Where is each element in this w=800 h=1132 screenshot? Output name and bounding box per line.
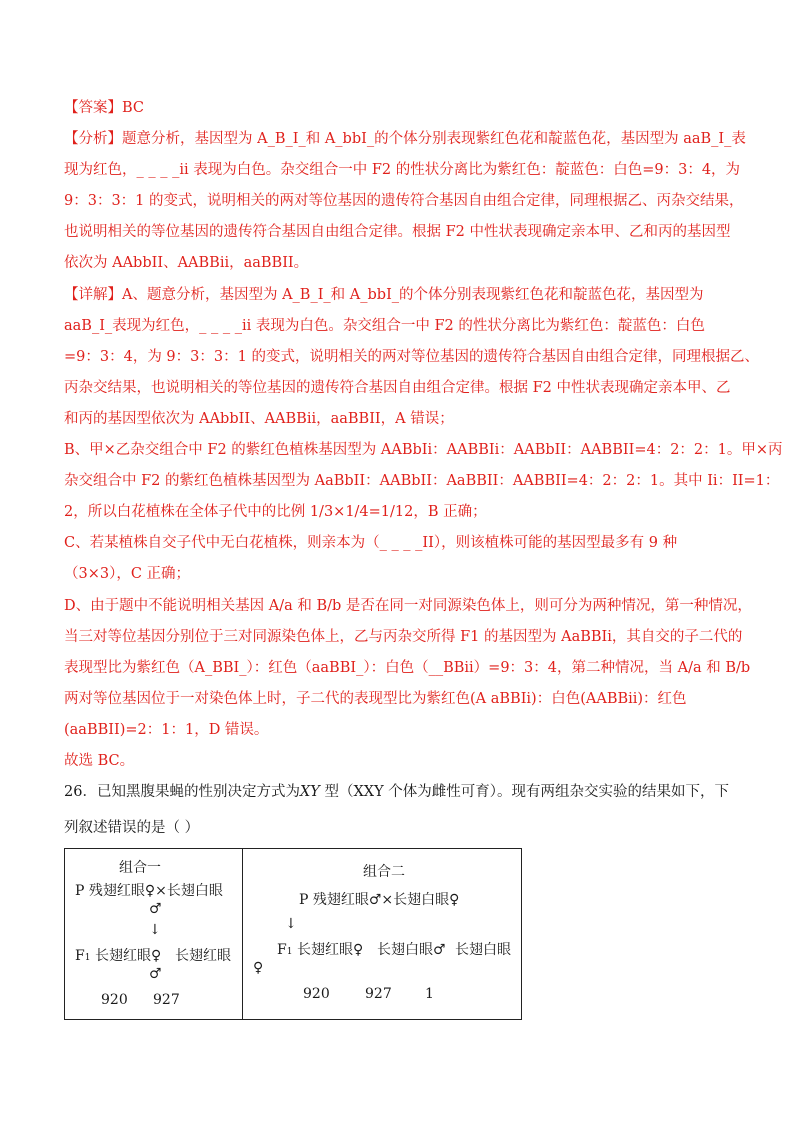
detail-line: （3×3），C 正确； bbox=[64, 566, 191, 582]
group2-parents: P 残翅红眼♂×长翅白眼♀ bbox=[299, 892, 460, 908]
group2-count-c: 1 bbox=[425, 986, 434, 1002]
question-line: 列叙述错误的是（ ） bbox=[64, 820, 200, 836]
detail-line: 丙杂交结果，也说明相关的等位基因的遗传符合基因自由组合定律。根据 F2 中性状表现确定亲本甲、乙 bbox=[64, 380, 731, 396]
group2-f1-a: 长翅红眼♀ bbox=[297, 942, 364, 958]
group2-arrow: ↓ bbox=[285, 916, 297, 932]
detail-line: 和丙的基因型依次为 AAbbII、AABBii，aaBBII，A 错误； bbox=[64, 411, 454, 427]
group2-cell bbox=[243, 849, 522, 1020]
detail-line: 杂交组合中 F2 的紫红色植株基因型为 AaBbII：AABbII：AaBBII：AABBII=4：2：2：1。其中 Ii：II=1： bbox=[64, 473, 780, 489]
detail-line: aaB_I_表现为红色，_ _ _ _ii 表现为白色。杂交组合一中 F2 的性状分离比为紫红色：靛蓝色：白色 bbox=[64, 318, 705, 334]
question-xy: XY bbox=[299, 784, 320, 800]
group1-title: 组合一 bbox=[119, 860, 161, 876]
analysis-line: 依次为 AAbbII、AABBii，aaBBII。 bbox=[64, 255, 309, 271]
group1-count-b: 927 bbox=[153, 992, 180, 1008]
detail-line: 表现型比为紫红色（A_BBI_）：红色（aaBBI_）：白色（__BBii）=9：3：4，第二种情况，当 A/a 和 B/b bbox=[64, 660, 751, 676]
analysis-line: 9：3：3：1 的变式，说明相关的两对等位基因的遗传符合基因自由组合定律，同理根据乙、丙杂交结果， bbox=[64, 193, 744, 209]
detail-line: =9：3：4，为 9：3：3：1 的变式，说明相关的两对等位基因的遗传符合基因自由组合定律，同理根据乙、 bbox=[64, 349, 759, 365]
analysis-line: 【分析】题意分析，基因型为 A_B_I_和 A_bbI_的个体分别表现紫红色花和靛蓝色花，基因型为 aaB_I_表 bbox=[64, 131, 746, 147]
group1-count-a: 920 bbox=[101, 992, 128, 1008]
detail-line: D、由于题中不能说明相关基因 A/a 和 B/b 是否在同一对同源染色体上，则可分为两种情况，第一种情况， bbox=[64, 598, 752, 614]
question-text: 26．已知黑腹果蝇的性别决定方式为 bbox=[64, 784, 300, 800]
detail-line: 2，所以白花植株在全体子代中的比例 1/3×1/4=1/12，B 正确； bbox=[64, 504, 487, 520]
analysis-line: 也说明相关的等位基因的遗传符合基因自由组合定律。根据 F2 中性状表现确定亲本甲、乙和丙的基因型 bbox=[64, 224, 731, 240]
group2-f1-b: 长翅白眼♂ bbox=[377, 942, 446, 958]
group1-arrow: ↓ bbox=[149, 922, 161, 938]
group1-cell bbox=[65, 849, 243, 1020]
answer-line: 【答案】BC bbox=[64, 100, 145, 116]
detail-line: C、若某植株自交子代中无白花植株，则亲本为（_ _ _ _II），则该植株可能的基因型最多有 9 种 bbox=[64, 535, 678, 551]
question-text: 型（XXY 个体为雌性可育）。现有两组杂交实验的结果如下，下 bbox=[319, 784, 730, 800]
group1-parents: P 残翅红眼♀×长翅白眼 bbox=[75, 883, 223, 899]
group1-f1-b-male: ♂ bbox=[149, 966, 162, 982]
detail-line: 两对等位基因位于一对染色体上时，子二代的表现型比为紫红色(A aBBIi)：白色(AABBii)：红色 bbox=[64, 691, 687, 707]
detail-line: B、甲×乙杂交组合中 F2 的紫红色植株基因型为 AABbIi：AABBIi：AABbII：AABBII=4：2：2：1。甲×丙 bbox=[64, 442, 783, 458]
group2-count-a: 920 bbox=[303, 986, 330, 1002]
detail-line: (aaBBII)=2：1：1，D 错误。 bbox=[64, 722, 269, 738]
question-line bbox=[64, 782, 729, 802]
group2-f1-c: 长翅白眼 bbox=[455, 942, 511, 958]
cross-table bbox=[64, 848, 522, 1020]
group1-f1-label: F1 bbox=[75, 948, 91, 964]
group2-title: 组合二 bbox=[363, 864, 405, 880]
group2-f1-label: F1 bbox=[277, 942, 293, 958]
detail-line: 【详解】A、题意分析，基因型为 A_B_I_和 A_bbI_的个体分别表现紫红色花和靛蓝色花，基因型为 bbox=[64, 287, 704, 303]
analysis-line: 现为红色，_ _ _ _ii 表现为白色。杂交组合一中 F2 的性状分离比为紫红色：靛蓝色：白色=9：3：4，为 bbox=[64, 162, 741, 178]
group2-f1-c-female: ♀ bbox=[253, 960, 264, 976]
detail-line: 故选 BC。 bbox=[64, 753, 135, 769]
group1-parent-male: ♂ bbox=[149, 901, 162, 917]
group1-f1-b: 长翅红眼 bbox=[175, 948, 231, 964]
detail-line: 当三对等位基因分别位于三对同源染色体上，乙与丙杂交所得 F1 的基因型为 AaBBIi，其自交的子二代的 bbox=[64, 629, 743, 645]
group1-f1-a: 长翅红眼♀ bbox=[95, 948, 162, 964]
group2-count-b: 927 bbox=[365, 986, 392, 1002]
